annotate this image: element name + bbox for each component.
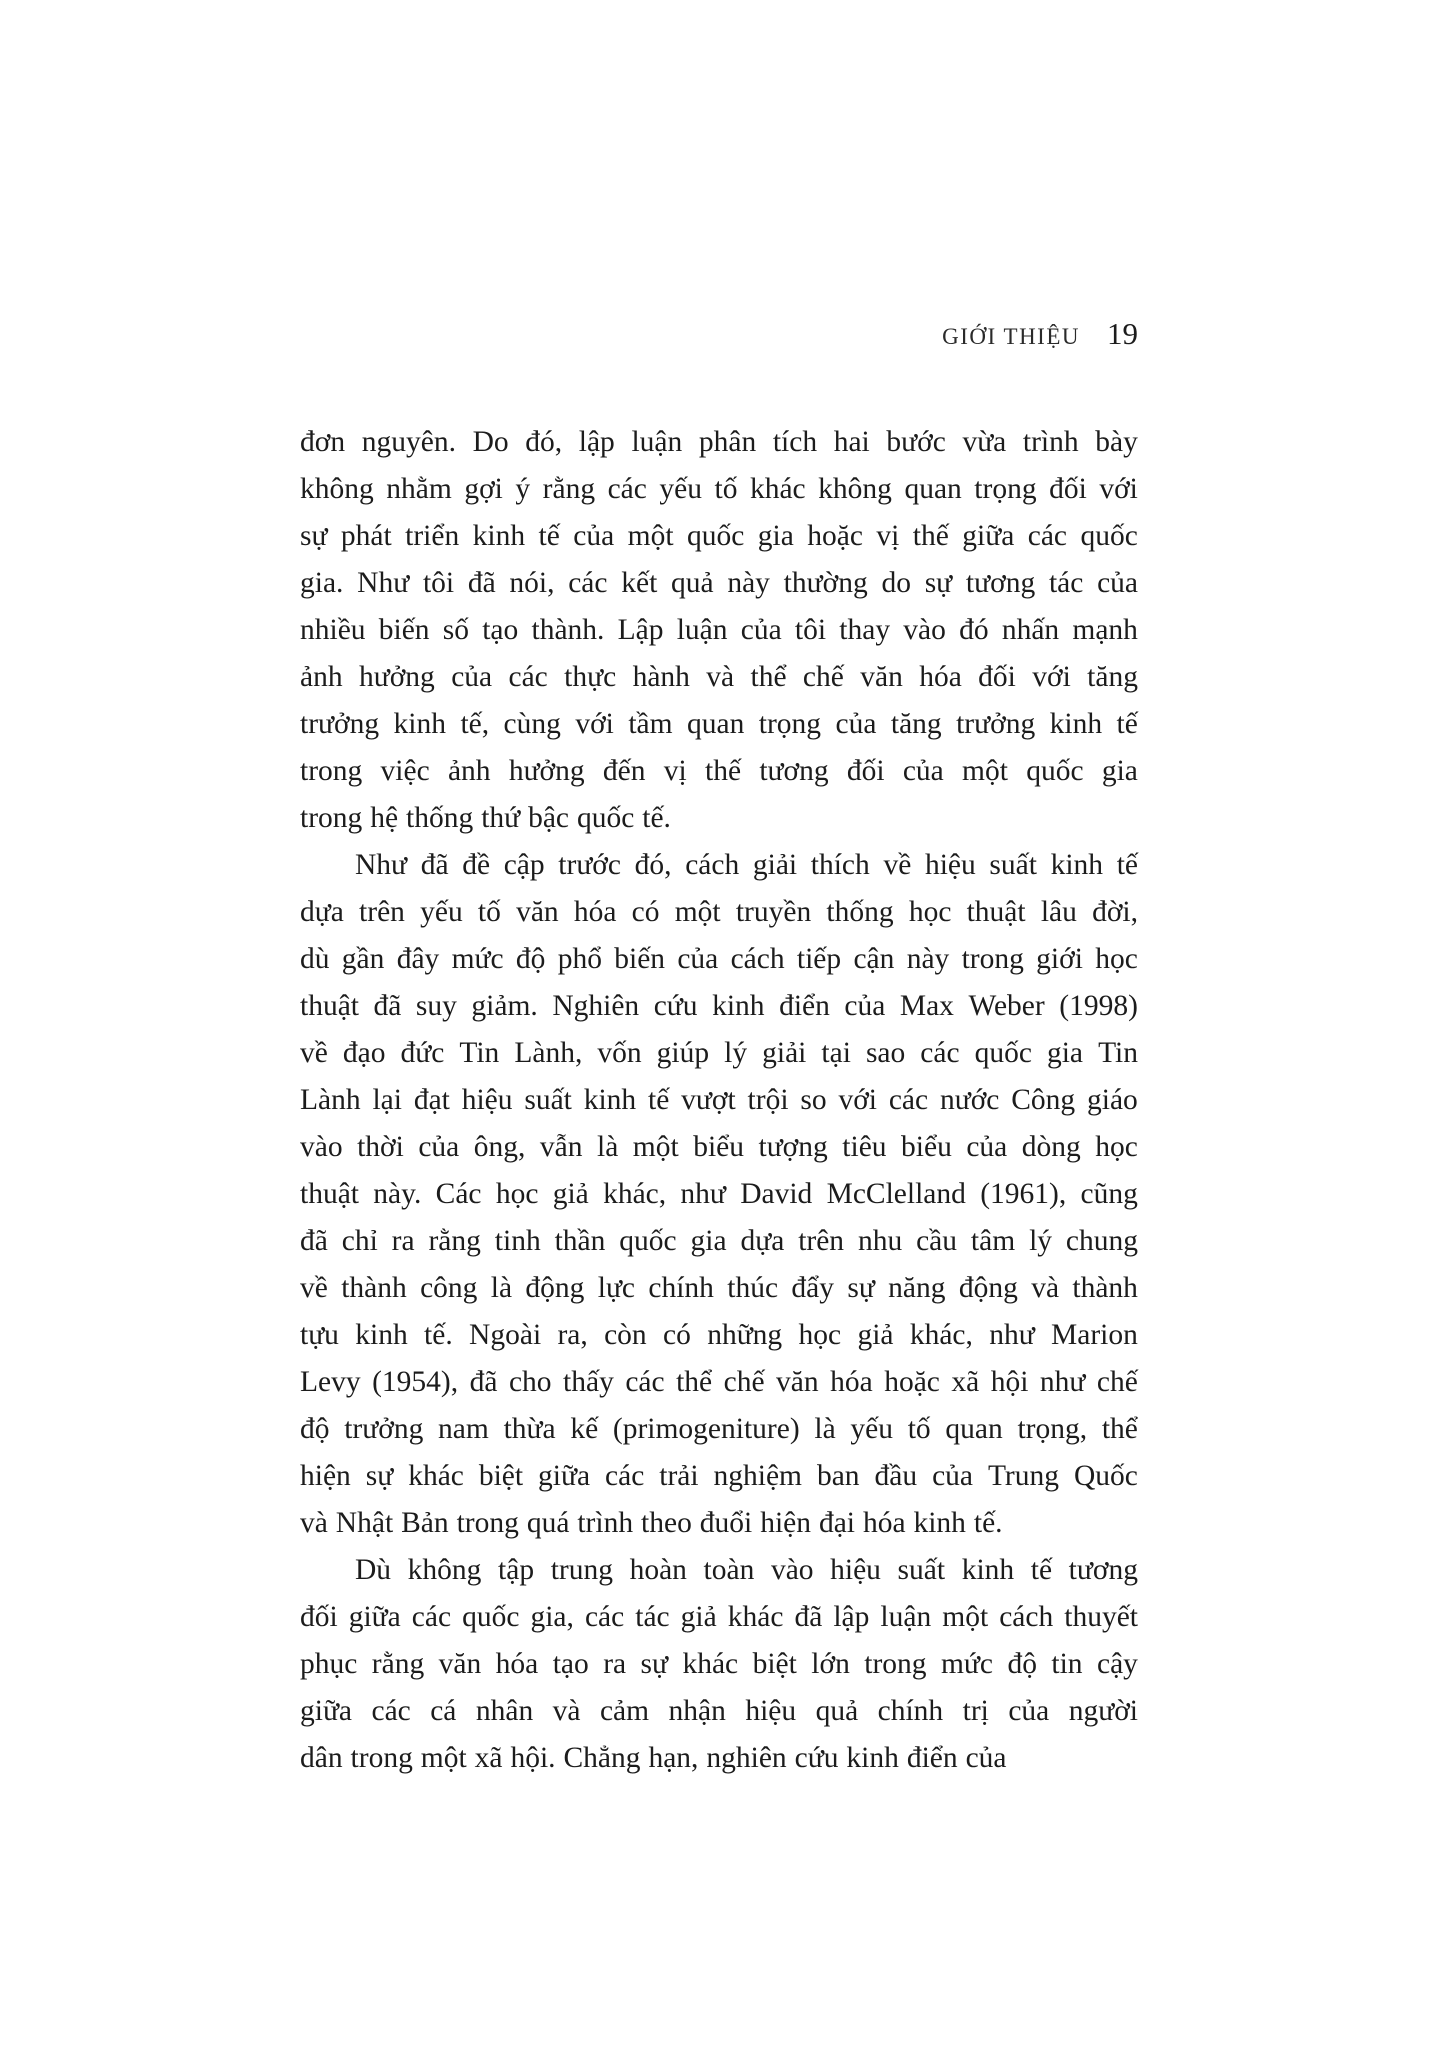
text-line: Lành lại đạt hiệu suất kinh tế vượt trội so với các nước Công giáo (300, 1084, 1138, 1116)
text-line: Levy (1954), đã cho thấy các thể chế văn hóa hoặc xã hội như chế (300, 1366, 1138, 1398)
text-line: sự phát triển kinh tế của một quốc gia hoặc vị thế giữa các quốc (300, 520, 1138, 552)
text-line: trong việc ảnh hưởng đến vị thế tương đối của một quốc gia (300, 755, 1138, 787)
text-line: và Nhật Bản trong quá trình theo đuổi hiện đại hóa kinh tế. (300, 1507, 1003, 1539)
text-line: dân trong một xã hội. Chẳng hạn, nghiên cứu kinh điển của (300, 1742, 1007, 1774)
text-line: thuật đã suy giảm. Nghiên cứu kinh điển của Max Weber (1998) (300, 990, 1138, 1022)
text-line: tựu kinh tế. Ngoài ra, còn có những học giả khác, như Marion (300, 1319, 1138, 1351)
text-line: giữa các cá nhân và cảm nhận hiệu quả chính trị của người (300, 1695, 1138, 1727)
text-line: đối giữa các quốc gia, các tác giả khác đã lập luận một cách thuyết (300, 1601, 1138, 1633)
text-line: về đạo đức Tin Lành, vốn giúp lý giải tại sao các quốc gia Tin (300, 1037, 1138, 1069)
running-head-title: GIỚI THIỆU (942, 324, 1080, 349)
text-line: không nhằm gợi ý rằng các yếu tố khác không quan trọng đối với (300, 473, 1138, 505)
page-number: 19 (1107, 316, 1138, 351)
text-line: trưởng kinh tế, cùng với tầm quan trọng của tăng trưởng kinh tế (300, 708, 1138, 740)
text-line: Dù không tập trung hoàn toàn vào hiệu suất kinh tế tương (355, 1554, 1138, 1586)
text-line: thuật này. Các học giả khác, như David McClelland (1961), cũng (300, 1178, 1138, 1210)
text-line: về thành công là động lực chính thúc đẩy sự năng động và thành (300, 1272, 1138, 1304)
text-line: dù gần đây mức độ phổ biến của cách tiếp cận này trong giới học (300, 943, 1138, 975)
text-line: độ trưởng nam thừa kế (primogeniture) là yếu tố quan trọng, thể (300, 1413, 1138, 1445)
paragraph (300, 1547, 1138, 1782)
text-line: nhiều biến số tạo thành. Lập luận của tôi thay vào đó nhấn mạnh (300, 614, 1138, 646)
text-line: trong hệ thống thứ bậc quốc tế. (300, 802, 671, 834)
text-line: gia. Như tôi đã nói, các kết quả này thường do sự tương tác của (300, 567, 1138, 599)
text-line: đã chỉ ra rằng tinh thần quốc gia dựa trên nhu cầu tâm lý chung (300, 1225, 1138, 1257)
text-line: vào thời của ông, vẫn là một biểu tượng tiêu biểu của dòng học (300, 1131, 1138, 1163)
text-line: ảnh hưởng của các thực hành và thể chế văn hóa đối với tăng (300, 661, 1138, 693)
text-line: đơn nguyên. Do đó, lập luận phân tích hai bước vừa trình bày (300, 426, 1138, 458)
text-line: dựa trên yếu tố văn hóa có một truyền thống học thuật lâu đời, (300, 896, 1138, 928)
text-line: phục rằng văn hóa tạo ra sự khác biệt lớn trong mức độ tin cậy (300, 1648, 1138, 1680)
body-text (300, 419, 1138, 1782)
text-line: Như đã đề cập trước đó, cách giải thích về hiệu suất kinh tế (355, 849, 1138, 881)
text-line: hiện sự khác biệt giữa các trải nghiệm ban đầu của Trung Quốc (300, 1460, 1138, 1492)
paragraph (300, 419, 1138, 842)
page-header (300, 316, 1138, 352)
paragraph (300, 842, 1138, 1547)
